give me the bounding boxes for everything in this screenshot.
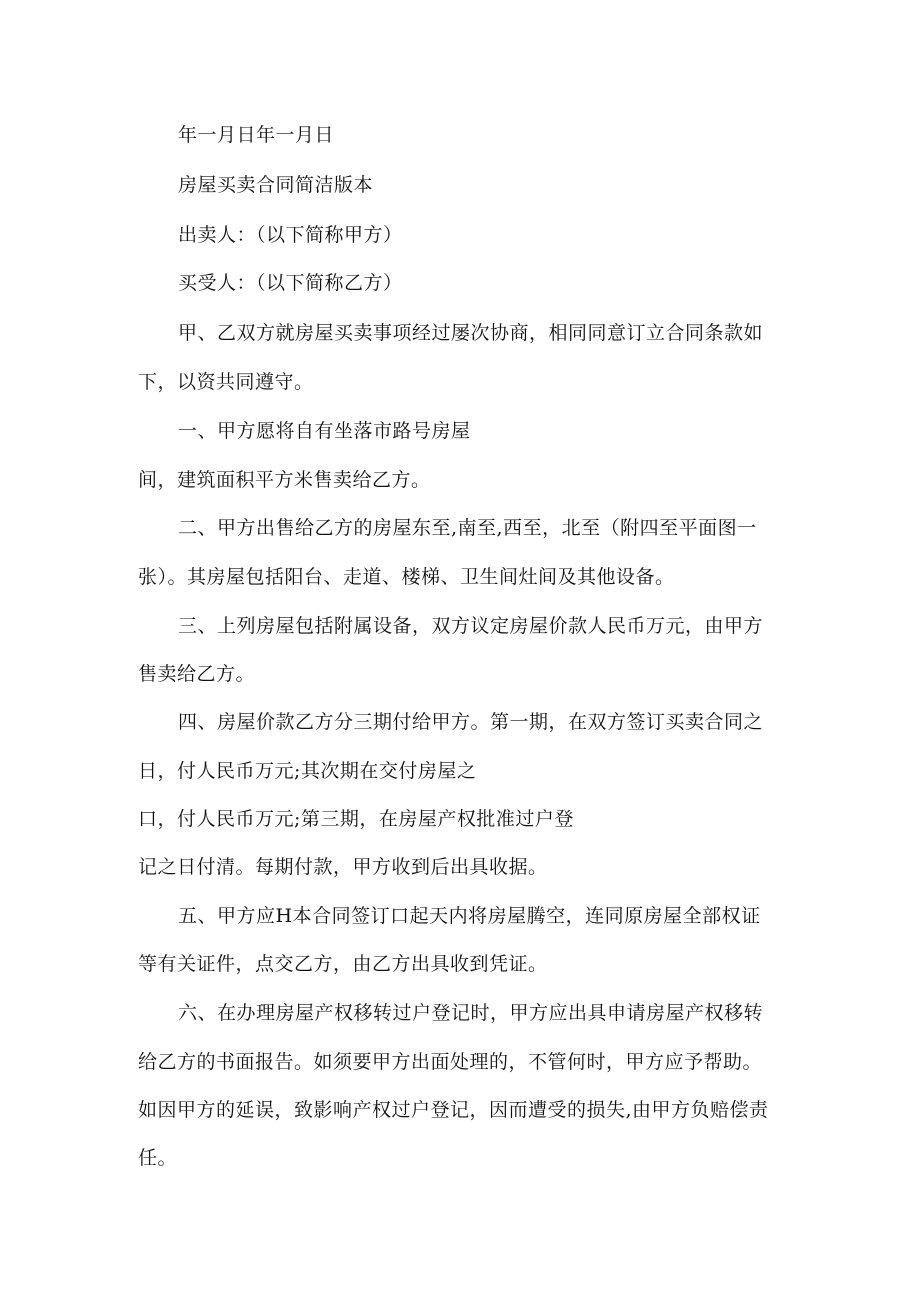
clause-5-line-1: 五、甲方应H本合同签订口起天内将房屋腾空，连同原房屋全部权证 bbox=[178, 905, 761, 927]
clause-3-line-1: 三、上列房屋包括附属设备，双方议定房屋价款人民币万元，由甲方 bbox=[178, 615, 764, 637]
clause-6-line-3: 如因甲方的延误，致影响产权过户登记，因而遭受的损失,由甲方负赔偿责 bbox=[138, 1099, 769, 1121]
date-line: 年一月日年一月日 bbox=[178, 124, 335, 146]
clause-1-line-2: 间，建筑面积平方米售卖给乙方。 bbox=[138, 469, 431, 491]
clause-1-line-1: 一、甲方愿将自有坐落市路号房屋 bbox=[178, 420, 471, 442]
buyer-line: 买受人：（以下简称乙方） bbox=[178, 272, 403, 294]
clause-2-line-2: 张）。其房屋包括阳台、走道、楼梯、卫生间灶间及其他设备。 bbox=[138, 566, 675, 588]
clause-4-line-1: 四、房屋价款乙方分三期付给甲方。第一期，在双方签订买卖合同之 bbox=[178, 711, 764, 733]
clause-4-line-3: 口，付人民币万元;第三期，在房屋产权批准过户登 bbox=[138, 808, 574, 830]
clause-6-line-2: 给乙方的书面报告。如须要甲方出面处理的，不管何时，甲方应予帮助。 bbox=[138, 1051, 763, 1073]
clause-4-line-4: 记之日付清。每期付款，甲方收到后出具收据。 bbox=[138, 856, 548, 878]
clause-6-line-1: 六、在办理房屋产权移转过户登记时，甲方应出具申请房屋产权移转 bbox=[178, 1002, 764, 1024]
clause-6-line-4: 任。 bbox=[138, 1147, 178, 1169]
clause-3-line-2: 售卖给乙方。 bbox=[138, 663, 256, 685]
paragraph-intro-line-2: 下，以资共同遵守。 bbox=[138, 371, 314, 393]
document-title: 房屋买卖合同简洁版本 bbox=[178, 174, 374, 196]
paragraph-intro-line-1: 甲、乙双方就房屋买卖事项经过屡次协商，相同同意订立合同条款如 bbox=[178, 322, 764, 344]
seller-line: 出卖人：（以下简称甲方） bbox=[178, 224, 403, 246]
clause-5-line-2: 等有关证件，点交乙方，由乙方出具收到凭证。 bbox=[138, 953, 548, 975]
clause-4-line-2: 日，付人民币万元;其次期在交付房屋之 bbox=[138, 760, 477, 782]
clause-2-line-1: 二、甲方出售给乙方的房屋东至,南至,西至，北至（附四至平面图一 bbox=[178, 517, 757, 539]
